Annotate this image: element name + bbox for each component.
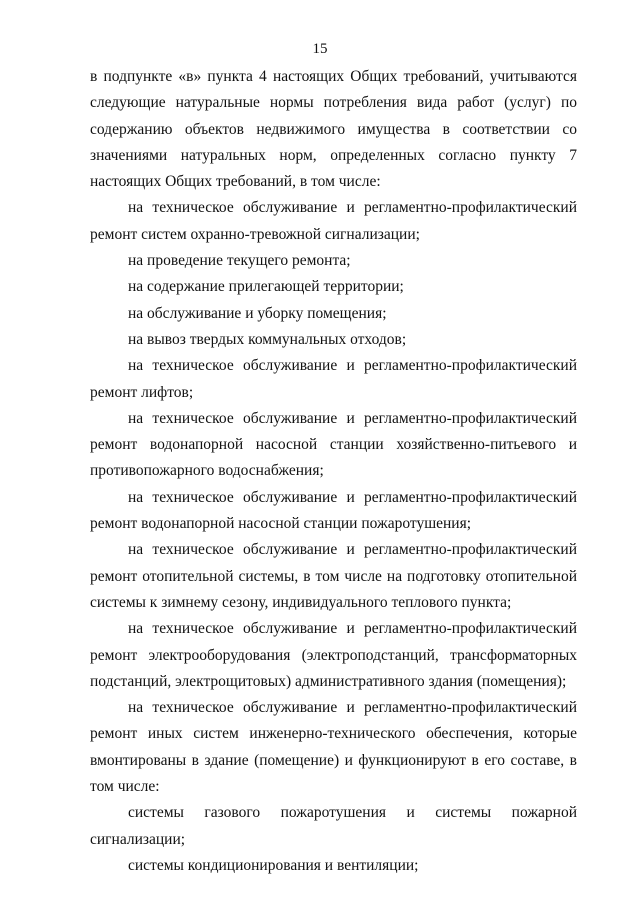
paragraph: на вывоз твердых коммунальных отходов; xyxy=(128,330,407,348)
paragraph: на содержание прилегающей территории; xyxy=(128,278,404,296)
paragraph: на обслуживание и уборку помещения; xyxy=(128,304,387,322)
paragraph: на техническое обслуживание и регламентно-профилактический ремонт водонапорной насосной станции пожаротушения; xyxy=(90,488,577,533)
paragraph: системы кондиционирования и вентиляции; xyxy=(128,856,419,874)
paragraph: на техническое обслуживание и регламентно-профилактический ремонт систем охранно-тревожной сигнализации; xyxy=(90,199,577,243)
paragraph: на техническое обслуживание и регламентно-профилактический ремонт электрооборудования (электроподстанций, трансформаторных подстанций, электрощитовых) административного здания (помещения); xyxy=(90,620,577,690)
paragraph: на техническое обслуживание и регламентно-профилактический ремонт отопительной системы, в том числе на подготовку отопительной системы к зимнему сезону, индивидуального теплового пункта; xyxy=(90,541,577,611)
paragraph: на проведение текущего ремонта; xyxy=(128,252,351,270)
paragraph: на техническое обслуживание и регламентно-профилактический ремонт лифтов; xyxy=(90,357,577,401)
document-body xyxy=(90,64,577,879)
paragraph: в подпункте «в» пункта 4 настоящих Общих требований, учитываются следующие натуральные нормы потребления вида работ (услуг) по содержанию объектов недвижимого имущества в соответствии со значениями натуральных норм, определенных согласно пункту 7 настоящих Общих требований, в том числе: xyxy=(90,68,577,191)
paragraph: на техническое обслуживание и регламентно-профилактический ремонт водонапорной насосной станции хозяйственно-питьевого и противопожарного водоснабжения; xyxy=(90,409,577,480)
paragraph: системы газового пожаротушения и системы пожарной сигнализации; xyxy=(90,804,577,848)
paragraph: на техническое обслуживание и регламентно-профилактический ремонт иных систем инженерно-технического обеспечения, которые вмонтированы в здание (помещение) и функционируют в его составе, в том числе: xyxy=(90,699,577,796)
page-number: 15 xyxy=(312,41,328,57)
